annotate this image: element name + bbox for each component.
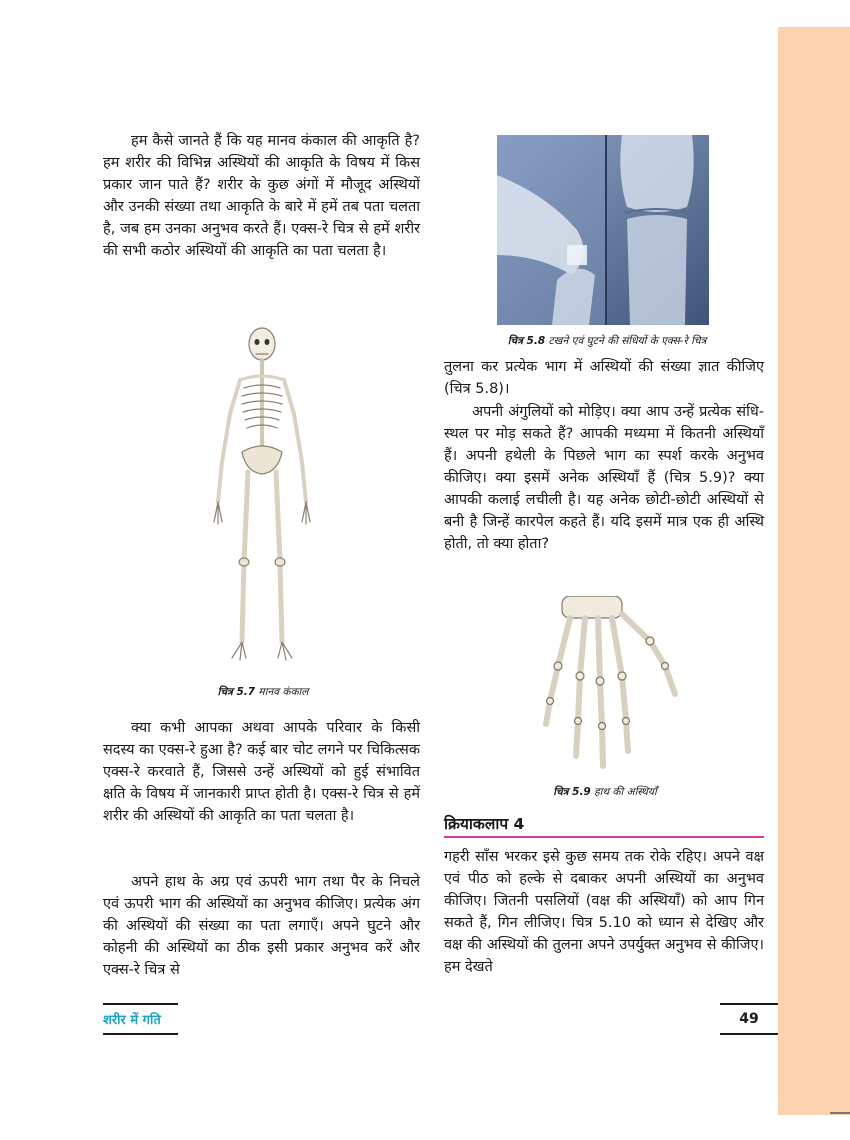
figure-5-9-label: चित्र 5.9 (553, 786, 591, 798)
figure-5-9-text: हाथ की अस्थियाँ (594, 786, 657, 798)
activity-text: गहरी साँस भरकर इसे कुछ समय तक रोके रहिए। अपने वक्ष एवं पीठ को हल्के से दबाकर अपनी अस्थियों का अनुभव कीजिए। जितनी पसलियों (वक्ष की अस्थियाँ) को आप गिन सकते हैं, गिन लीजिए। चित्र 5.10 को ध्यान से देखिए और वक्ष की अस्थियों की तुलना अपने उपर्युक्त अनुभव से कीजिए। हम देखते (444, 849, 764, 975)
figure-5-7-text: मानव कंकाल (258, 686, 309, 698)
footer-left-rule-top (103, 1003, 178, 1005)
figure-5-8-text: टखने एवं घुटने की संधियों के एक्स-रे चित्र (548, 335, 707, 347)
right-paragraph-1: तुलना कर प्रत्येक भाग में अस्थियों की संख्या ज्ञात कीजिए (चित्र 5.8)। (444, 359, 764, 397)
left-paragraph-2: अपने हाथ के अग्र एवं ऊपरी भाग तथा पैर के निचले एवं ऊपरी भाग की अस्थियों का अनुभव कीजिए। प्रत्येक अंग की अस्थियों की संख्या का पता लगाएँ। अपने घुटने और कोहनी की अस्थियों का ठीक इसी प्रकार अनुभव करें और एक्स-रे चित्र से (103, 874, 420, 978)
corner-mark (830, 1112, 850, 1114)
figure-5-7-caption (163, 685, 363, 699)
page-edge-band (778, 27, 850, 1115)
hand-bones-figure (540, 596, 690, 776)
footer-right-rule-bottom (720, 1033, 778, 1035)
figure-5-7-label: चित्र 5.7 (217, 686, 256, 698)
intro-paragraph: हम कैसे जानते हैं कि यह मानव कंकाल की आकृति है? हम शरीर की विभिन्न अस्थियों की आकृति के विषय में किस प्रकार जान पाते हैं? शरीर के कुछ अंगों में मौजूद अस्थियों और उनकी संख्या तथा आकृति के बारे में हमें तब पता चलता है, जब हम उनका अनुभव करते हैं। एक्स-रे चित्र से हमें शरीर की सभी कठोर अस्थियों की आकृति का पता चलता है। (103, 133, 420, 259)
footer-right-rule-top (720, 1003, 778, 1005)
figure-5-8-caption (462, 334, 752, 348)
page-number: 49 (739, 1011, 759, 1027)
right-paragraph-2: अपनी अंगुलियों को मोड़िए। क्या आप उन्हें प्रत्येक संधि-स्थल पर मोड़ सकते हैं? आपकी मध्यमा में कितनी अस्थियाँ हैं। अपनी हथेली के पिछले भाग का स्पर्श करके अनुभव कीजिए। क्या इसमें अनेक अस्थियाँ हैं (चित्र 5.9)? क्या आपकी कलाई लचीली है। यह अनेक छोटी-छोटी अस्थियों से बनी है जिन्हें कारपेल कहते हैं। यदि इसमें मात्र एक ही अस्थि होती, तो क्या होता? (444, 404, 764, 552)
skeleton-figure (200, 322, 325, 667)
activity-divider (444, 836, 764, 838)
left-paragraph-1: क्या कभी आपका अथवा आपके परिवार के किसी सदस्य का एक्स-रे हुआ है? कई बार चोट लगने पर चिकित्सक एक्स-रे करवाते हैं, जिससे उन्हें अस्थियों को हुई संभावित क्षति के विषय में जानकारी प्राप्त होती है। एक्स-रे चित्र से हमें शरीर की अस्थियों की आकृति का पता चलता है। (103, 720, 420, 824)
figure-5-9-caption (505, 785, 705, 799)
footer-left-rule-bottom (103, 1033, 178, 1035)
activity-heading: क्रियाकलाप 4 (444, 815, 525, 833)
chapter-title: शरीर में गति (103, 1013, 161, 1028)
xray-figure (497, 135, 709, 325)
figure-5-8-label: चित्र 5.8 (507, 335, 546, 347)
